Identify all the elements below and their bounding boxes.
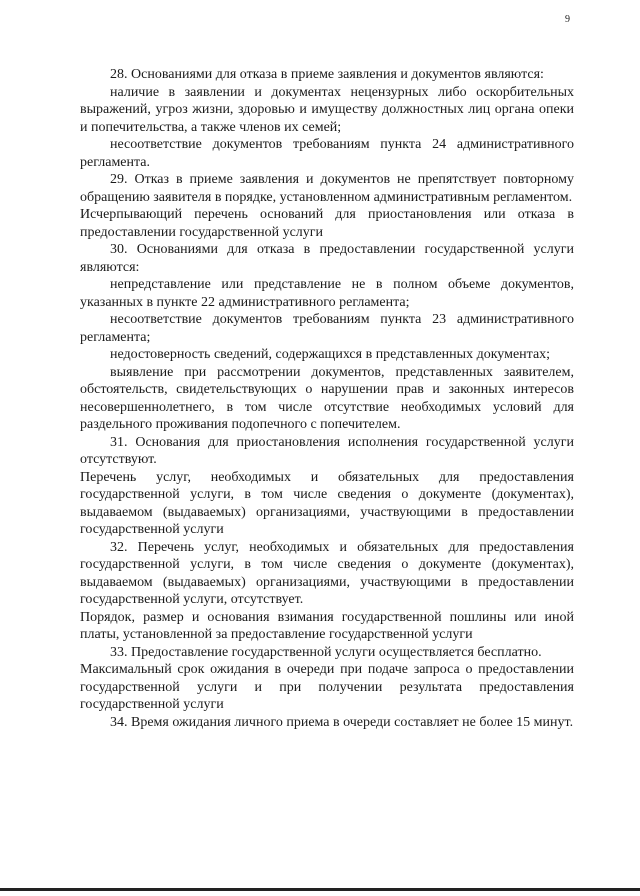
paragraph-28-item-1: наличие в заявлении и документах нецензурных либо оскорбительных выражений, угроз жизни, здоровью и имуществу должностных лиц органа опеки и попечительства, а также членов их семей; xyxy=(80,84,574,135)
paragraph-32: 32. Перечень услуг, необходимых и обязательных для предоставления государственной услуги, в том числе сведения о документе (документах), выдаваемом (выдаваемых) организациями, участвующими в предоставлении государственной услуги, отсутствует. xyxy=(80,539,574,607)
page-number: 9 xyxy=(565,14,570,25)
section-heading-required-services: Перечень услуг, необходимых и обязательных для предоставления государственной услуги, в том числе сведения о документе (документах), выдаваемом (выдаваемых) организациями, участвующими в предоставлении государственной услуги xyxy=(80,469,574,537)
paragraph-31: 31. Основания для приостановления исполнения государственной услуги отсутствуют. xyxy=(80,434,574,467)
section-heading-grounds-refusal: Исчерпывающий перечень оснований для приостановления или отказа в предоставлении государственной услуги xyxy=(80,207,574,240)
paragraph-30-item-1: непредставление или представление не в полном объеме документов, указанных в пункте 22 административного регламента; xyxy=(80,277,574,310)
paragraph-28: 28. Основаниями для отказа в приеме заявления и документов являются: xyxy=(110,67,544,82)
section-heading-waiting-time: Максимальный срок ожидания в очереди при подаче запроса о предоставлении государственной услуги и при получении результата предоставления государственной услуги xyxy=(80,662,574,712)
page-bottom-edge xyxy=(0,888,640,891)
paragraph-30-item-4: выявление при рассмотрении документов, представленных заявителем, обстоятельств, свидетельствующих о нарушении прав и законных интересов несовершеннолетнего, в том числе отсутствие необходимых условий для раздельного проживания подопечного с попечителем. xyxy=(80,364,574,432)
section-heading-state-fee: Порядок, размер и основания взимания государственной пошлины или иной платы, установленной за предоставление государственной услуги xyxy=(80,609,574,642)
paragraph-29: 29. Отказ в приеме заявления и документов не препятствует повторному обращению заявителя в порядке, установленном административным регламентом. xyxy=(80,172,574,205)
paragraph-30-item-2: несоответствие документов требованиям пункта 23 административного регламента; xyxy=(80,312,574,345)
paragraph-28-item-2: несоответствие документов требованиям пункта 24 административного регламента. xyxy=(80,137,574,170)
document-body xyxy=(80,66,574,731)
paragraph-30-item-3: недостоверность сведений, содержащихся в представленных документах; xyxy=(110,347,551,362)
paragraph-30: 30. Основаниями для отказа в предоставлении государственной услуги являются: xyxy=(80,242,574,275)
paragraph-34: 34. Время ожидания личного приема в очереди составляет не более 15 минут. xyxy=(110,714,574,730)
paragraph-33: 33. Предоставление государственной услуги осуществляется бесплатно. xyxy=(110,644,542,660)
